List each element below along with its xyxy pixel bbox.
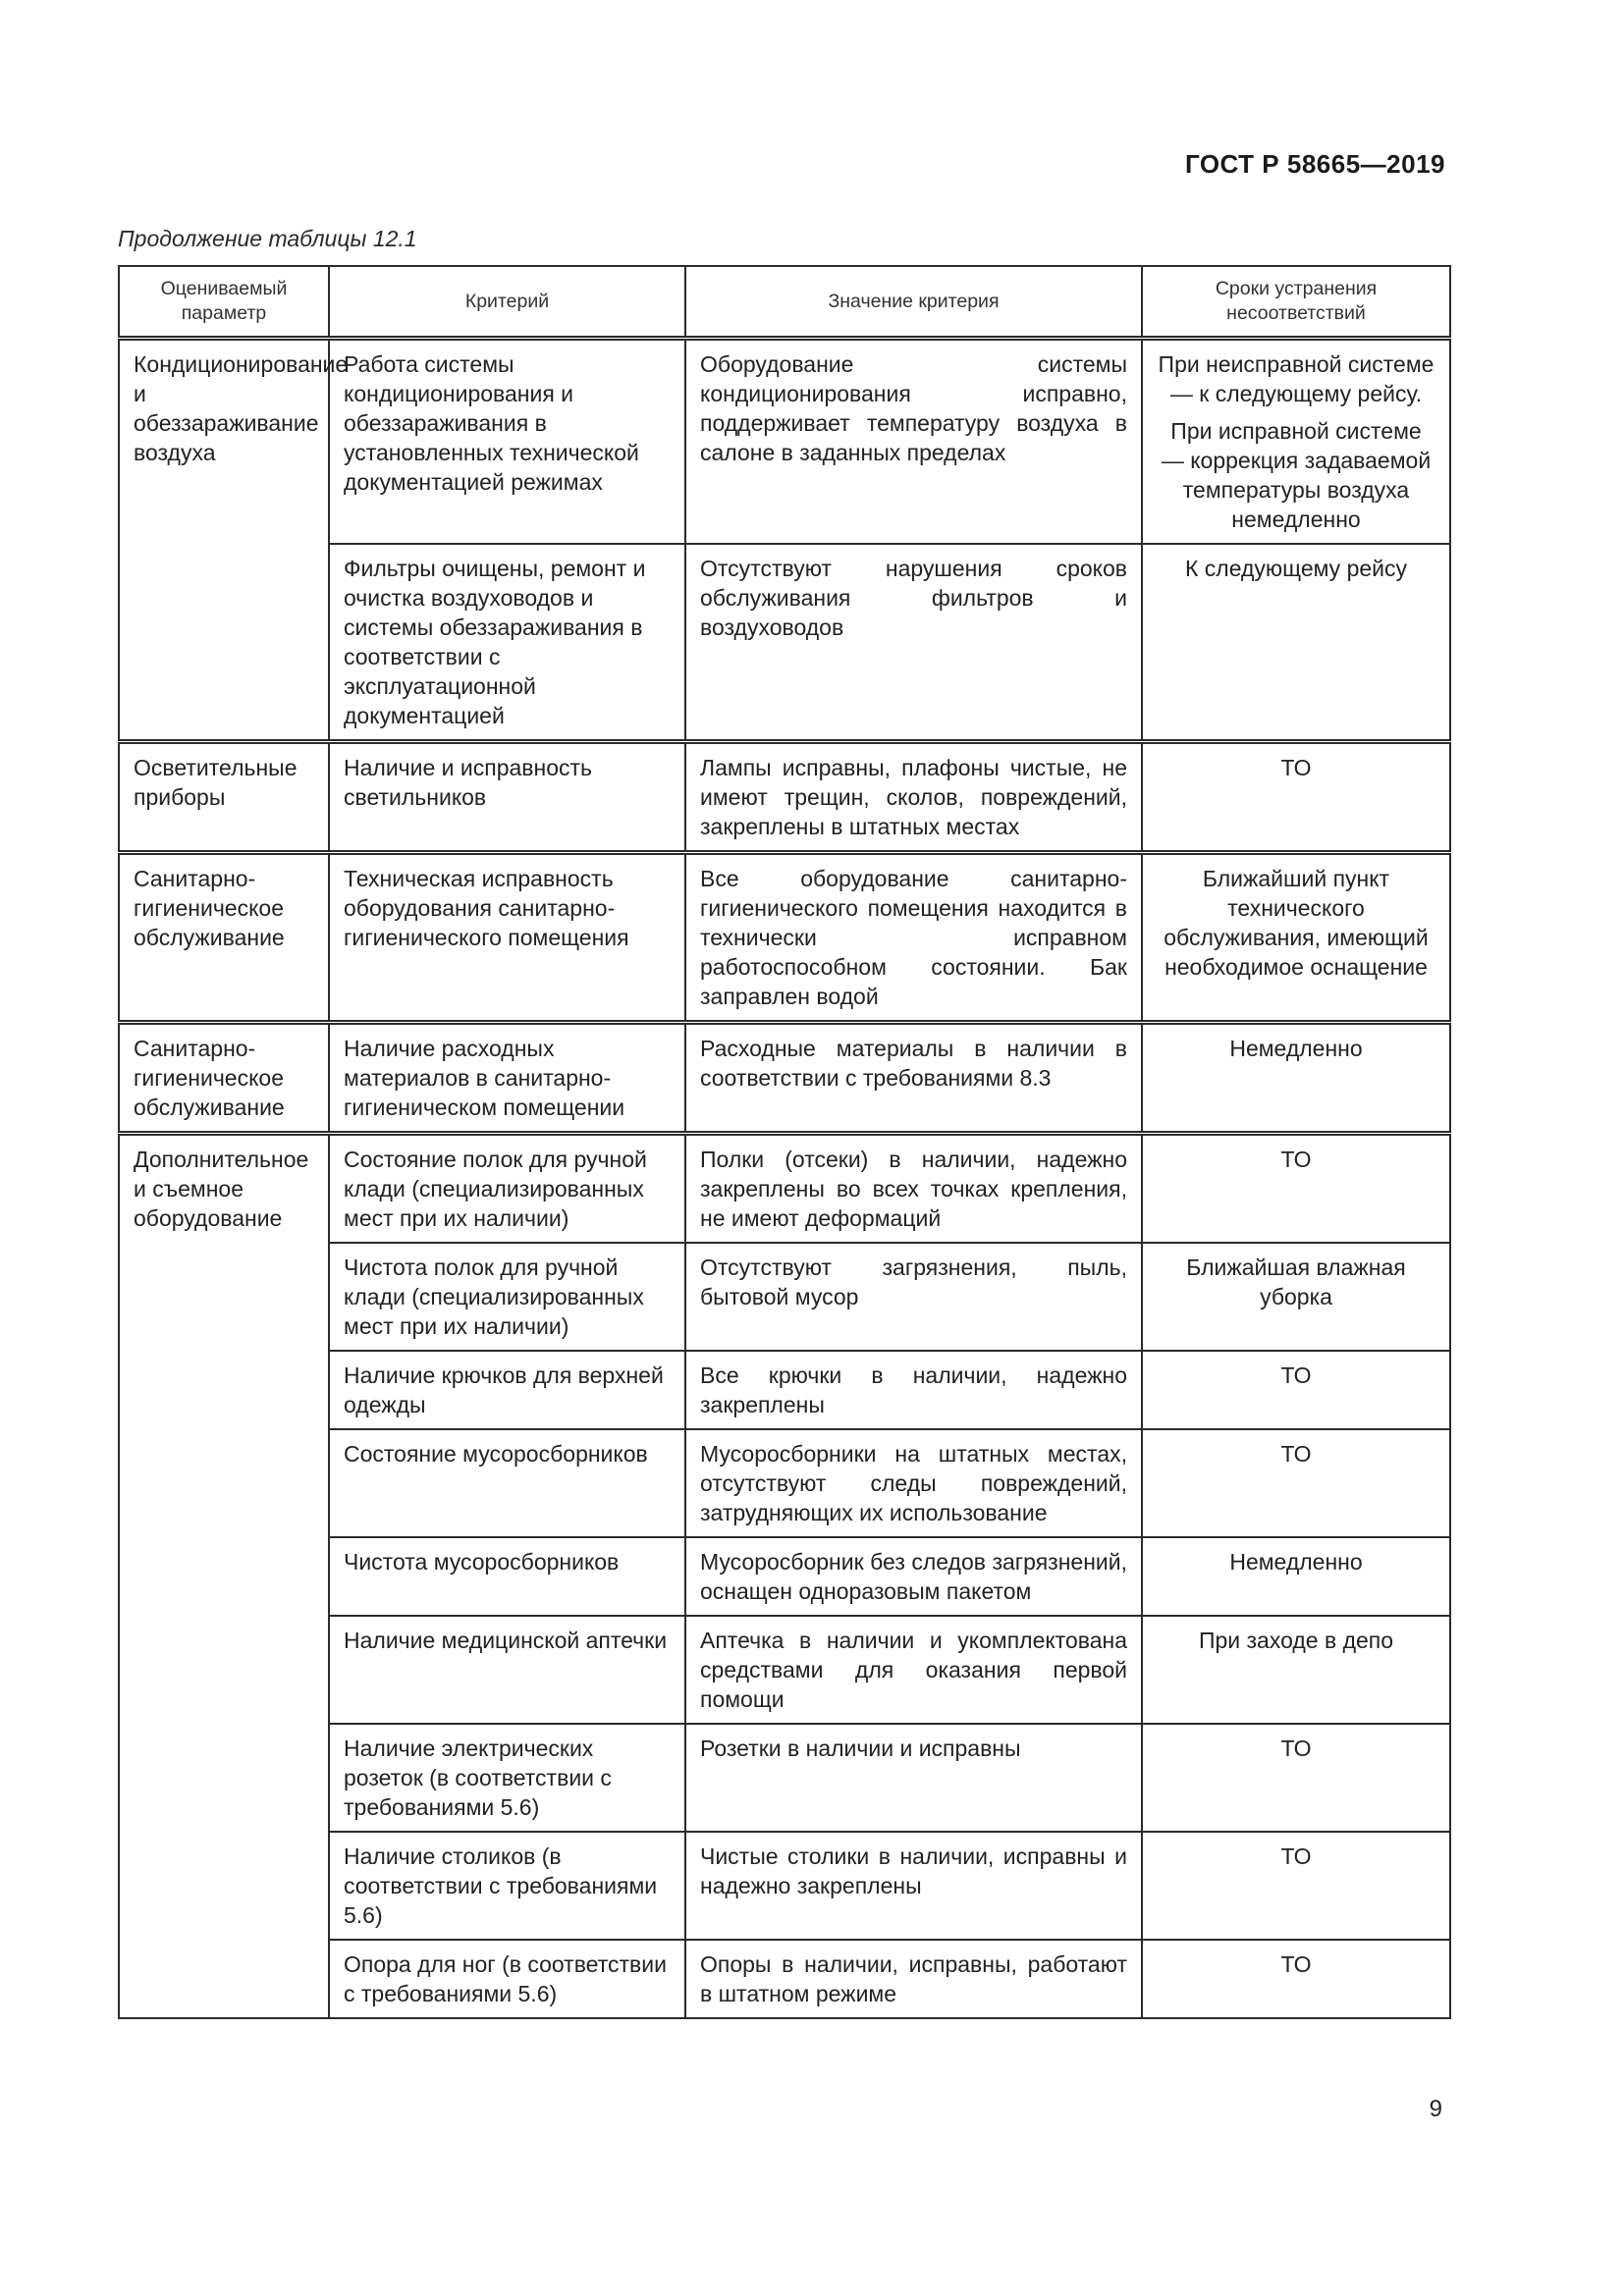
criterion-cell: Состояние мусоросборников	[329, 1429, 685, 1537]
criterion-value-cell: Отсутствуют нарушения сроков обслуживания фильтров и воздуховодов	[685, 544, 1142, 742]
criterion-cell: Наличие и исправность светильников	[329, 742, 685, 853]
deadline-cell	[1142, 1832, 1450, 1940]
deadline-text: ТО	[1280, 1147, 1312, 1172]
criterion-cell: Опора для ног (в соответствии с требованиями 5.6)	[329, 1940, 685, 2018]
page-number: 9	[1429, 2096, 1442, 2122]
criterion-cell: Наличие расходных материалов в санитарно-гигиеническом помещении	[329, 1023, 685, 1134]
criterion-value-cell: Аптечка в наличии и укомплектована средствами для оказания первой помощи	[685, 1616, 1142, 1724]
criterion-cell: Чистота мусоросборников	[329, 1537, 685, 1616]
deadline-text: ТО	[1280, 1441, 1312, 1467]
deadline-text: ТО	[1280, 1735, 1312, 1761]
deadline-cell	[1142, 1429, 1450, 1537]
deadline-cell	[1142, 1940, 1450, 2018]
document-code: ГОСТ Р 58665—2019	[1184, 149, 1445, 179]
deadline-text: ТО	[1280, 1951, 1312, 1977]
criterion-cell: Чистота полок для ручной клади (специализированных мест при их наличии)	[329, 1243, 685, 1351]
criterion-value-cell: Полки (отсеки) в наличии, надежно закреплены во всех точках крепления, не имеют деформаций	[685, 1134, 1142, 1244]
table-row	[119, 339, 1450, 545]
column-header-parameter: Оцениваемый параметр	[119, 266, 329, 339]
criterion-cell: Техническая исправность оборудования санитарно-гигиенического помещения	[329, 853, 685, 1023]
criterion-cell: Наличие столиков (в соответствии с требованиями 5.6)	[329, 1832, 685, 1940]
criterion-value-cell: Отсутствуют загрязнения, пыль, бытовой мусор	[685, 1243, 1142, 1351]
deadline-text: Ближайшая влажная уборка	[1186, 1255, 1406, 1309]
deadline-text: К следующему рейсу	[1184, 556, 1407, 581]
deadline-text: ТО	[1280, 755, 1312, 780]
deadline-text: Ближайший пункт технического обслуживания, имеющий необходимое оснащение	[1164, 866, 1429, 980]
table-header-row	[119, 266, 1450, 339]
deadline-cell	[1142, 1243, 1450, 1351]
criterion-cell: Наличие электрических розеток (в соответствии с требованиями 5.6)	[329, 1724, 685, 1832]
parameter-cell: Дополнительное и съемное оборудование	[119, 1134, 329, 2019]
deadline-text: Немедленно	[1229, 1036, 1363, 1061]
criterion-value-cell: Розетки в наличии и исправны	[685, 1724, 1142, 1832]
deadline-text: Немедленно	[1229, 1549, 1363, 1575]
deadline-cell	[1142, 1134, 1450, 1244]
criterion-cell: Фильтры очищены, ремонт и очистка воздуховодов и системы обеззараживания в соответствии с эксплуатационной документацией	[329, 544, 685, 742]
criteria-table	[118, 265, 1451, 2019]
criterion-value-cell: Расходные материалы в наличии в соответствии с требованиями 8.3	[685, 1023, 1142, 1134]
table-row	[119, 742, 1450, 853]
criterion-cell: Состояние полок для ручной клади (специализированных мест при их наличии)	[329, 1134, 685, 1244]
parameter-cell: Санитарно-гигиеническое обслуживание	[119, 1023, 329, 1134]
criterion-value-cell: Опоры в наличии, исправны, работают в штатном режиме	[685, 1940, 1142, 2018]
deadline-text: При неисправной системе — к следующему рейсу.	[1158, 351, 1435, 406]
column-header-deadline: Сроки устранения несоответствий	[1142, 266, 1450, 339]
parameter-cell: Санитарно-гигиеническое обслуживание	[119, 853, 329, 1023]
table-row	[119, 853, 1450, 1023]
table-row	[119, 1023, 1450, 1134]
column-header-criterion: Критерий	[329, 266, 685, 339]
deadline-cell	[1142, 339, 1450, 545]
criterion-cell: Наличие крючков для верхней одежды	[329, 1351, 685, 1429]
deadline-cell	[1142, 1537, 1450, 1616]
parameter-cell: Осветительные приборы	[119, 742, 329, 853]
deadline-cell	[1142, 544, 1450, 742]
deadline-cell	[1142, 1023, 1450, 1134]
criterion-value-cell: Мусоросборник без следов загрязнений, оснащен одноразовым пакетом	[685, 1537, 1142, 1616]
deadline-text: ТО	[1280, 1362, 1312, 1388]
parameter-cell: Кондиционирование и обеззараживание воздуха	[119, 339, 329, 742]
deadline-cell	[1142, 1616, 1450, 1724]
deadline-cell	[1142, 742, 1450, 853]
deadline-text: При заходе в депо	[1198, 1628, 1394, 1653]
criterion-cell: Работа системы кондиционирования и обеззараживания в установленных технической документацией режимах	[329, 339, 685, 545]
criterion-cell: Наличие медицинской аптечки	[329, 1616, 685, 1724]
table-caption: Продолжение таблицы 12.1	[118, 226, 417, 251]
criterion-value-cell: Все крючки в наличии, надежно закреплены	[685, 1351, 1142, 1429]
criterion-value-cell: Мусоросборники на штатных местах, отсутствуют следы повреждений, затрудняющих их использование	[685, 1429, 1142, 1537]
criterion-value-cell: Лампы исправны, плафоны чистые, не имеют трещин, сколов, повреждений, закреплены в штатных местах	[685, 742, 1142, 853]
deadline-cell	[1142, 1724, 1450, 1832]
column-header-value: Значение критерия	[685, 266, 1142, 339]
deadline-text: При исправной системе — коррекция задаваемой температуры воздуха немедленно	[1161, 418, 1432, 532]
table-row	[119, 1134, 1450, 1244]
criterion-value-cell: Все оборудование санитарно-гигиенического помещения находится в технически исправном работоспособном состоянии. Бак заправлен водой	[685, 853, 1142, 1023]
criterion-value-cell: Чистые столики в наличии, исправны и надежно закреплены	[685, 1832, 1142, 1940]
table-body	[119, 339, 1450, 2019]
criterion-value-cell: Оборудование системы кондиционирования исправно, поддерживает температуру воздуха в салоне в заданных пределах	[685, 339, 1142, 545]
deadline-cell	[1142, 853, 1450, 1023]
deadline-cell	[1142, 1351, 1450, 1429]
deadline-text: ТО	[1280, 1843, 1312, 1869]
